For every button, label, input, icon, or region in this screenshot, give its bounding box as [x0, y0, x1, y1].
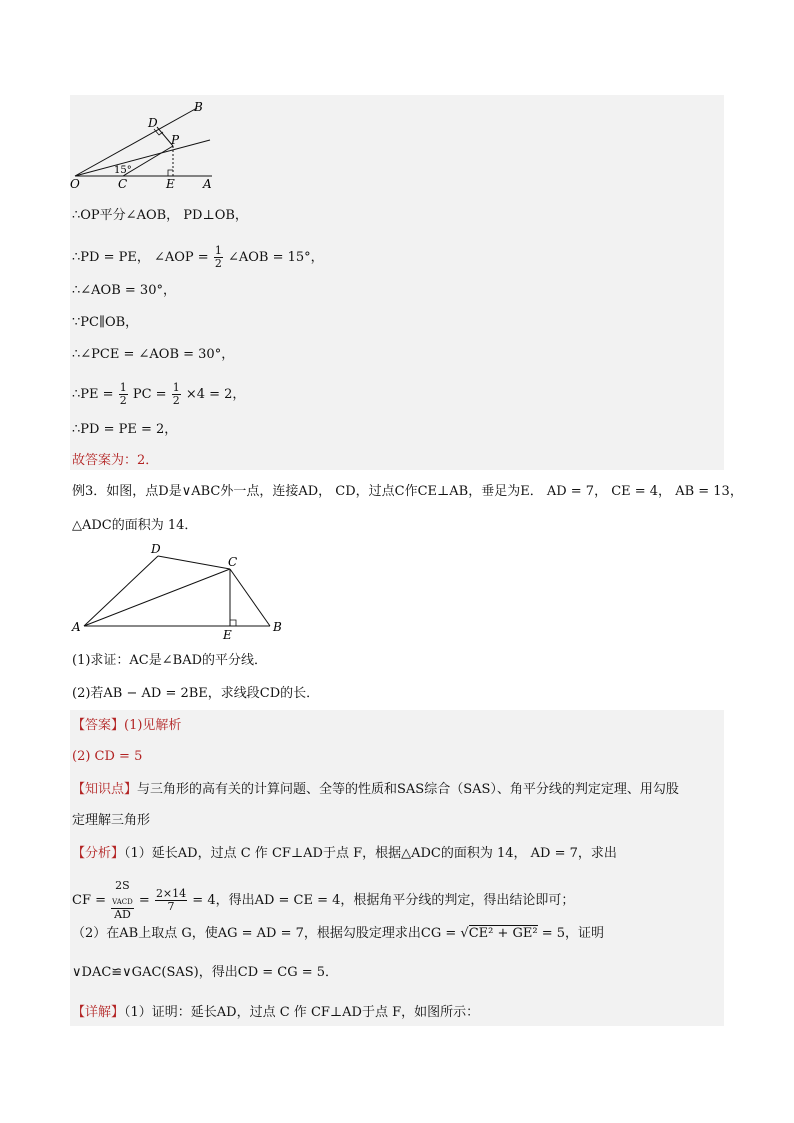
sol-line-3: ∴∠AOB = 30°，	[72, 283, 176, 298]
sol-line-5: ∴∠PCE = ∠AOB = 30°，	[72, 347, 235, 362]
example-3-line-1: 例3．如图，点D是∨ABC外一点，连接AD， CD，过点C作CE⊥AB，垂足为E． AD = 7， CE = 4， AB = 13，	[72, 484, 743, 499]
label-C: C	[228, 555, 238, 569]
label-B: B	[194, 100, 203, 114]
label-B: B	[273, 620, 282, 634]
sol-line-1: ∴OP平分∠AOB， PD⊥OB，	[72, 208, 248, 223]
question-1: (1)求证：AC是∠BAD的平分线．	[72, 653, 268, 668]
label-E: E	[166, 177, 175, 191]
knowledge-line-2: 定理解三角形	[72, 813, 151, 828]
figure-angle-bisector	[70, 98, 220, 193]
angle-label: 15°	[114, 165, 132, 176]
label-D: D	[151, 542, 161, 556]
figure-quadrilateral	[70, 540, 290, 640]
detail-line-1: 【详解】（1）证明：延长AD，过点 C 作 CF⊥AD于点 F，如图所示：	[72, 1005, 480, 1020]
analysis-line-2: CF = 2S $_{VACD}$ AD = $\frac{2\times 14}{7}$ = 4，得出AD = CE = 4，根据角平分线的判定，得出结论即可；	[72, 879, 575, 922]
fraction-half: $\frac{1}{2}$	[214, 244, 222, 270]
label-A: A	[72, 620, 81, 634]
knowledge-line-1: 【知识点】与三角形的高有关的计算问题、全等的性质和SAS综合（SAS）、角平分线的判定定理、用勾股	[72, 782, 679, 797]
sol-line-6: ∴PE = $\frac{1}{2}$ PC = $\frac{1}{2}$ ×4 = 2，	[72, 381, 246, 407]
sol-line-7: ∴PD = PE = 2，	[72, 422, 178, 437]
analysis-line-1: 【分析】（1）延长AD，过点 C 作 CF⊥AD于点 F，根据△ADC的面积为 14， AD = 7，求出	[72, 846, 617, 861]
label-D: D	[148, 116, 158, 130]
sol-line-2: ∴PD = PE， ∠AOP = $\frac{1}{2}$ ∠AOB = 15°，	[72, 244, 324, 270]
label-O: O	[70, 177, 80, 191]
answer-line: 【答案】(1)见解析	[72, 718, 182, 733]
analysis-line-4: ∨DAC≌∨GAC(SAS)，得出CD = CG = 5．	[72, 965, 339, 980]
question-2: (2)若AB − AD = 2BE，求线段CD的长．	[72, 686, 320, 701]
label-A: A	[203, 177, 212, 191]
analysis-line-3: （2）在AB上取点 G，使AG = AD = 7，根据勾股定理求出CG = √CE² + GE² = 5，证明	[72, 926, 605, 941]
label-E: E	[223, 628, 232, 640]
example-3-line-2: △ADC的面积为 14．	[72, 518, 198, 533]
label-C: C	[118, 177, 128, 191]
answer-line-2: (2) CD = 5	[72, 749, 143, 764]
label-P: P	[171, 133, 180, 147]
sol-answer: 故答案为：2．	[72, 453, 159, 468]
sol-line-4: ∵PC∥OB，	[72, 315, 139, 330]
